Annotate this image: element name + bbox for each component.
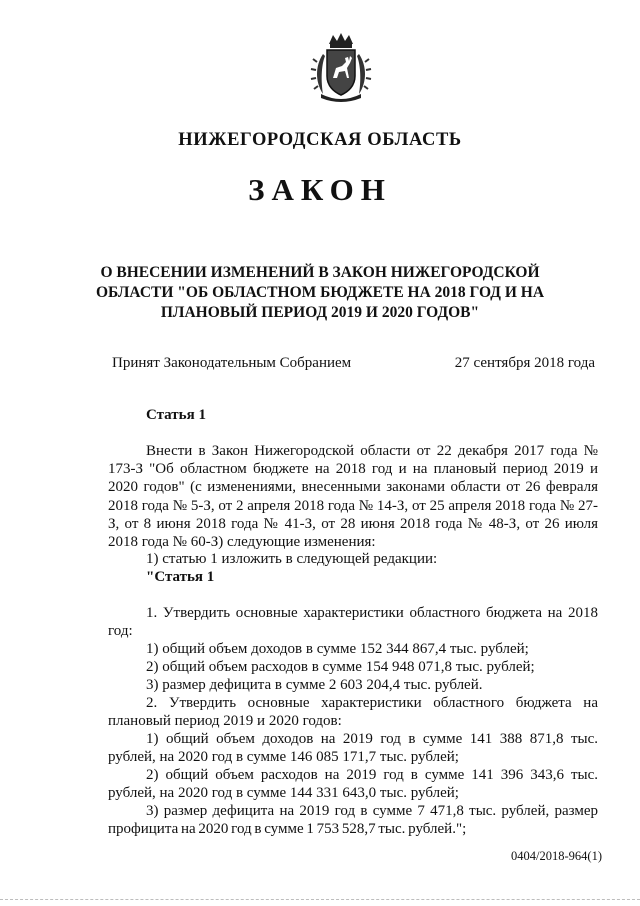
law-title-line: О ВНЕСЕНИИ ИЗМЕНЕНИЙ В ЗАКОН НИЖЕГОРОДСКОЙ: [100, 264, 540, 281]
adoption-date: 27 сентября 2018 года: [454, 355, 595, 371]
coat-of-arms-icon: [309, 32, 373, 104]
document-type: ЗАКОН: [248, 172, 392, 207]
budget-item: 3) размер дефицита на 2019 год в сумме 7 471,8 тыс. рублей, размер профицита на 2020 год в сумме 1 753 528,7 тыс. рублей.";: [108, 803, 598, 838]
law-title-line: ОБЛАСТИ "ОБ ОБЛАСТНОМ БЮДЖЕТЕ НА 2018 ГОД И НА: [95, 284, 545, 301]
amendment-item-1: 1) статью 1 изложить в следующей редакции:: [146, 551, 438, 567]
budget-item: 2) общий объем расходов в сумме 154 948 071,8 тыс. рублей;: [146, 659, 535, 675]
budget-item: 2) общий объем расходов на 2019 год в сумме 141 396 343,6 тыс. рублей, на 2020 год в сумме 144 331 643,0 тыс. рублей;: [108, 767, 598, 802]
law-title: [90, 263, 550, 323]
budget-paragraph-2: 2. Утвердить основные характеристики областного бюджета на плановый период 2019 и 2020 годов:: [108, 695, 598, 730]
intro-paragraph: Внести в Закон Нижегородской области от 22 декабря 2017 года № 173-З "Об областном бюджете на 2018 год и на плановый период 2019 и 2020 годов" (с изменениями, внесенными законами области от 26 февраля 2018 года № 5-З, от 2 апреля 2018 года № 14-З, от 25 апреля 2018 года № 27-З, от 8 июня 2018 года № 41-З, от 28 июня 2018 года № 48-З, от 26 июля 2018 года № 60-З) следующие изменения:: [108, 443, 598, 551]
budget-item: 1) общий объем доходов на 2019 год в сумме 141 388 871,8 тыс. рублей, на 2020 год в сумме 146 085 171,7 тыс. рублей;: [108, 731, 598, 766]
region-name: НИЖЕГОРОДСКАЯ ОБЛАСТЬ: [178, 130, 462, 150]
budget-item: 3) размер дефицита в сумме 2 603 204,4 тыс. рублей.: [146, 677, 483, 693]
article-heading: Статья 1: [146, 407, 206, 423]
budget-item: 1) общий объем доходов в сумме 152 344 867,4 тыс. рублей;: [146, 641, 529, 657]
adopted-by: Принят Законодательным Собранием: [112, 355, 352, 371]
budget-paragraph-1: 1. Утвердить основные характеристики областного бюджета на 2018 год:: [108, 605, 598, 640]
law-title-line: ПЛАНОВЫЙ ПЕРИОД 2019 И 2020 ГОДОВ": [160, 304, 480, 321]
quoted-article-heading: "Статья 1: [146, 569, 215, 585]
document-number: 0404/2018-964(1): [511, 849, 602, 863]
